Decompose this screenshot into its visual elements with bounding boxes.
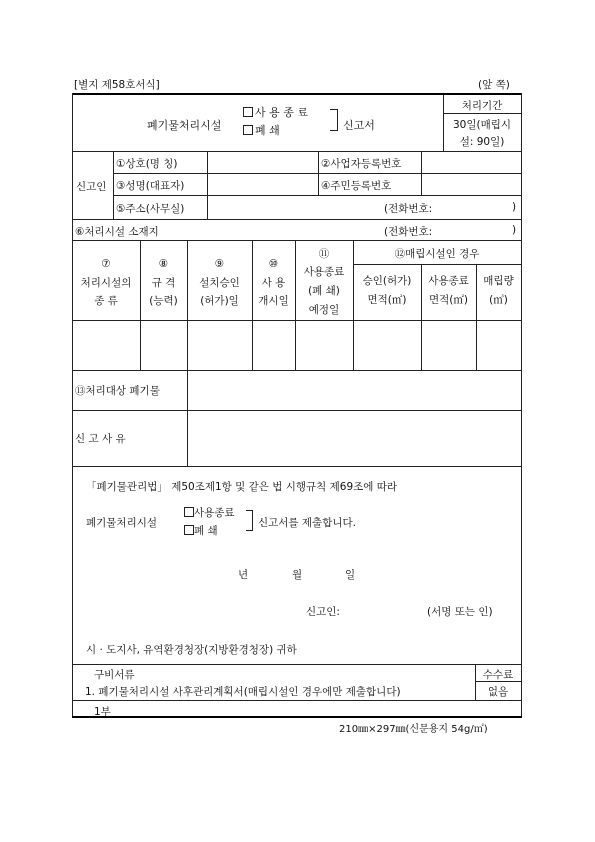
applicant-group-label: 신고인 <box>76 181 107 193</box>
date-month: 월 <box>292 569 303 581</box>
location-phone-close: ) <box>512 224 517 236</box>
title-bracket-icon <box>330 109 338 131</box>
reason-label: 신 고 사 유 <box>75 433 126 445</box>
col7-label-line1: 처리시설의 <box>80 277 132 289</box>
date-year: 년 <box>238 569 249 581</box>
decl-bracket-icon <box>246 510 253 531</box>
title-option-close: 폐 쇄 <box>243 122 280 138</box>
documents-top-line <box>72 664 522 665</box>
date-day: 일 <box>345 569 356 581</box>
col12a-label-line2: 면적(㎡) <box>367 294 407 306</box>
law-text: 「폐기물관리법」 제50조제1항 및 같은 법 시행규칙 제69조에 따라 <box>86 481 398 493</box>
col9-label-line2: (허가)일 <box>200 295 239 307</box>
decl-option-use-end: 사용종료 <box>184 505 235 520</box>
paper-spec: 210㎜×297㎜(신문용지 54g/㎡) <box>339 724 488 735</box>
decl-use-end-checkbox[interactable] <box>184 507 194 517</box>
trade-name-label: ①상호(명 칭) <box>116 158 178 170</box>
applicant-bottom-line <box>72 219 522 220</box>
applicant-top-line <box>72 151 522 152</box>
col10-number: ⑩ <box>268 258 279 270</box>
waste-reason-divider <box>187 370 188 466</box>
col10-label-line2: 개시일 <box>258 295 289 307</box>
title-suffix: 신고서 <box>343 119 375 132</box>
location-phone-label: (전화번호: <box>384 226 433 238</box>
decl-close-checkbox[interactable] <box>184 525 194 535</box>
col11-label-line1: 사용종료 <box>303 266 345 278</box>
reason-bottom-line <box>72 466 522 467</box>
data-row-bottom-line <box>72 370 522 371</box>
processing-line1: 30일(매립시 <box>452 119 512 131</box>
waste-label: ⑬처리대상 폐기물 <box>75 385 160 397</box>
col12-header: ⑫매립시설인 경우 <box>394 248 480 260</box>
applicant-row2-line <box>113 195 522 196</box>
col11-label-line3: 예정일 <box>308 304 340 316</box>
form-number-label: [별지 제58호서식] <box>74 79 160 91</box>
address-label: ⑤주소(사무실) <box>116 203 185 215</box>
resident-no-label: ④주민등록번호 <box>321 180 392 192</box>
close-checkbox[interactable] <box>243 125 253 135</box>
documents-item: 1. 폐기물처리시설 사후관리계획서(매립시설인 경우에만 제출합니다) <box>85 686 401 698</box>
table-top-border <box>72 93 522 95</box>
applicant-right-divider <box>421 151 422 195</box>
col12c-label-line2: (㎥) <box>489 294 508 306</box>
col7-label-line2: 종 류 <box>94 295 118 307</box>
decl-option-close: 폐 쇄 <box>184 523 218 538</box>
page-side-label: (앞 쪽) <box>478 79 510 91</box>
col10-label-line1: 사 용 <box>261 277 286 289</box>
col8-number: ⑧ <box>158 258 169 270</box>
col11-number: ⑪ <box>318 248 330 260</box>
col9-number: ⑨ <box>214 258 225 270</box>
col11-label-line2: (폐 쇄) <box>308 285 340 297</box>
col8-label-line1: 규 격 <box>151 277 176 289</box>
applicant-group-divider <box>113 151 114 219</box>
addressee: 시 · 도지사, 유역환경청장(지방환경청장) 귀하 <box>86 644 297 656</box>
fee-value: 없음 <box>487 686 509 698</box>
col8-label-line2: (능력) <box>149 295 178 307</box>
applicant-label-divider <box>207 151 208 219</box>
address-phone-label: (전화번호: <box>384 203 433 215</box>
col9-label-line1: 설치승인 <box>199 277 240 289</box>
facility-location-label: ⑥처리시설 소재지 <box>75 226 159 238</box>
table-bottom-border <box>72 716 522 718</box>
processing-label: 처리기간 <box>461 100 503 112</box>
rep-name-label: ③성명(대표자) <box>116 180 185 192</box>
title-option-use-end: 사 용 종 료 <box>243 104 308 120</box>
col7-number: ⑦ <box>101 258 111 270</box>
declaration-facility: 폐기물처리시설 <box>86 517 158 529</box>
biz-reg-no-label: ②사업자등록번호 <box>321 158 402 170</box>
documents-count: 1부 <box>94 706 111 718</box>
documents-mid-line <box>72 700 522 701</box>
col12c-label-line1: 매립량 <box>483 275 514 287</box>
waste-bottom-line <box>72 410 522 411</box>
col12b-label-line1: 사용종료 <box>428 275 469 287</box>
table-right-border <box>521 93 522 717</box>
title-name: 폐기물처리시설 <box>147 119 222 132</box>
processing-underline <box>443 113 521 114</box>
processing-line2: 설: 90일) <box>459 136 505 148</box>
signature-label: 신고인: <box>306 606 340 618</box>
col12b-label-line2: 면적(㎡) <box>429 294 468 306</box>
table-left-border <box>72 93 73 717</box>
signature-sign: (서명 또는 인) <box>427 606 493 618</box>
fee-label: 수수료 <box>482 669 514 681</box>
declaration-submit: 신고서를 제출합니다. <box>258 517 356 529</box>
documents-header: 구비서류 <box>94 669 135 681</box>
col12-subheader-line <box>353 264 522 265</box>
applicant-mid-divider <box>318 151 319 195</box>
col12a-label-line1: 승인(허가) <box>362 275 412 287</box>
address-phone-close: ) <box>512 201 517 213</box>
use-end-checkbox[interactable] <box>243 107 253 117</box>
